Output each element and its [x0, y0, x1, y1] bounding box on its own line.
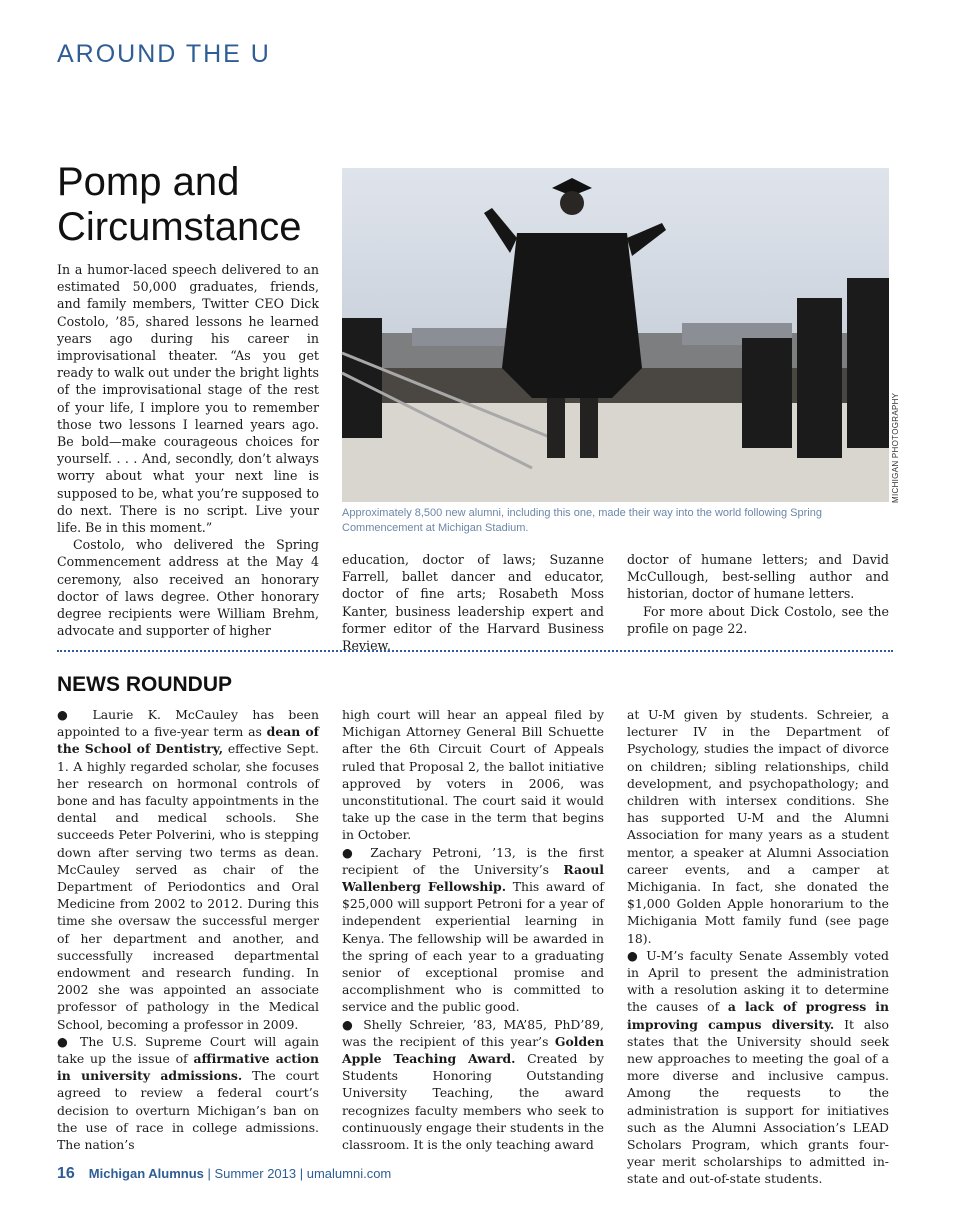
news-column-2: [342, 706, 605, 1153]
bullet-icon: ●: [627, 947, 641, 963]
news-roundup-title: NEWS ROUNDUP: [57, 673, 233, 696]
graduate-image: [342, 168, 889, 502]
page-number: 16: [57, 1165, 75, 1182]
feature-paragraph-1: In a humor-laced speech delivered to an estimated 50,000 graduates, friends, and family members, Twitter CEO Dick Costolo, ’85, shared lessons he learned years ago during his career in improvisational theater. “As you get ready to walk out under the bright lights of the improvisational stage of the rest of your life, I implore you to remember those two lessons I learned years ago. Be bold—make courageous choices for yourself. . . . And, secondly, don’t always worry about what your next line is supposed to be, what you’re supposed to do next. There is no script. Live your life. Be in this moment.”: [57, 262, 319, 536]
issue-info: | Summer 2013 | umalumni.com: [203, 1166, 392, 1181]
news-item-petroni: ● Zachary Petroni, ’13, is the first recipient of the University’s Raoul Wallenberg Fellowship. This award of $25,000 will support Petroni for a year of independent experiential learning in Kenya. The fellowship will be awarded in the spring of each year to a graduating senior of exceptional promise and accomplishment who is committed to service and the public good.: [342, 844, 605, 1015]
photo-caption: Approximately 8,500 new alumni, including this one, made their way into the world following Spring Commencement at Michigan Stadium.: [342, 507, 822, 534]
news-item-highlight: Golden Apple Teaching Award.: [342, 1033, 604, 1067]
magazine-name: Michigan Alumnus: [88, 1166, 204, 1181]
news-column-1: [57, 706, 320, 1153]
feature-paragraph-2-part-3: doctor of humane letters; and David McCullough, best-selling author and historian, doctor of humane letters.: [627, 552, 889, 602]
section-divider: [57, 650, 893, 652]
bullet-icon: ●: [342, 844, 360, 860]
news-item-highlight: dean of the School of Dentistry,: [57, 724, 320, 757]
feature-paragraph-2-part-1: Costolo, who delivered the Spring Commencement address at the May 4 ceremony, also received an honorary doctor of laws degree. Other honorary degree recipients were William Brehm, advocate and supporter of higher: [57, 537, 319, 639]
commencement-photo: [342, 168, 889, 502]
news-item-highlight: a lack of progress in improving campus diversity.: [627, 999, 889, 1032]
bullet-icon: ●: [57, 707, 79, 722]
news-item-highlight: affirmative action in university admissions.: [57, 1051, 319, 1084]
news-item-schreier: ● Shelly Schreier, ’83, MA’85, PhD’89, was the recipient of this year’s Golden Apple Teaching Award. Created by Students Honoring Outstanding University Teaching, the award recognizes faculty members who seek to continuously engage their students in the classroom. It is the only teaching award: [342, 1016, 604, 1153]
news-item-supreme-court: ● The U.S. Supreme Court will again take up the issue of affirmative action in university admissions. The court agreed to review a federal court’s decision to overturn Michigan’s ban on the use of race in college admissions. The nation’s: [57, 1033, 319, 1153]
feature-column-2: [342, 551, 604, 654]
section-label: AROUND THE U: [57, 40, 271, 68]
feature-column-1: [57, 261, 319, 641]
news-item-highlight: Raoul Wallenberg Fellowship.: [342, 861, 604, 895]
bullet-icon: ●: [342, 1016, 357, 1032]
news-item-mccauley: ● Laurie K. McCauley has been appointed to a five-year term as dean of the School of Dentistry, effective Sept. 1. A highly regarded scholar, she focuses her research on hormonal controls of bone and has faculty appointments in the dental and medical schools. She succeeds Peter Polverini, who is stepping down after serving two terms as dean. McCauley served as chair of the Department of Periodontics and Oral Medicine from 2002 to 2012. During this time she oversaw the successful merger of her department and another, and successfully increased departmental endowment and research funding. In 2002 she was appointed an associate professor of pathology in the Medical School, becoming a professor in 2009.: [57, 707, 320, 1032]
feature-paragraph-3: For more about Dick Costolo, see the profile on page 22.: [627, 603, 889, 636]
bullet-icon: ●: [57, 1033, 72, 1049]
article-headline: Pomp and Circumstance: [57, 160, 302, 249]
photo-credit-text: MICHIGAN PHOTOGRAPHY: [891, 392, 900, 503]
news-item-schreier-continued: at U-M given by students. Schreier, a lecturer IV in the Department of Psychology, studies the impact of divorce on children; sibling relationships, child development, and psychopathology; and children with intersex conditions. She has supported U-M and the Alumni Association for many years as a student mentor, a speaker at Alumni Association career events, and a camper at Michigania. In fact, she donated the $1,000 Golden Apple honorarium to the Michigania Mott family fund (see page 18).: [627, 707, 889, 946]
feature-column-3: [627, 551, 889, 641]
feature-paragraph-2-part-2: education, doctor of laws; Suzanne Farrell, ballet dancer and educator, doctor of fine arts; Rosabeth Moss Kanter, business leadership expert and former editor of the Harvard Business Review,: [342, 552, 604, 654]
news-item-senate-assembly: ● U-M’s faculty Senate Assembly voted in April to present the administration with a resolution asking it to determine the causes of a lack of progress in improving campus diversity. It also states that the University should seek new approaches to meeting the goal of a more diverse and inclusive campus. Among the requests to the administration is support for initiatives such as the Alumni Association’s LEAD Scholars Program, which grants four-year merit scholarships to admitted in-state and out-of-state students.: [627, 947, 889, 1187]
news-column-3: [627, 706, 889, 1187]
news-item-supreme-court-continued: high court will hear an appeal filed by Michigan Attorney General Bill Schuette after the 6th Circuit Court of Appeals ruled that Proposal 2, the ballot initiative approved by voters in 2006, was unconstitutional. The court said it would take up the case in the term that begins in October.: [342, 707, 604, 843]
page-footer: [57, 1165, 391, 1183]
